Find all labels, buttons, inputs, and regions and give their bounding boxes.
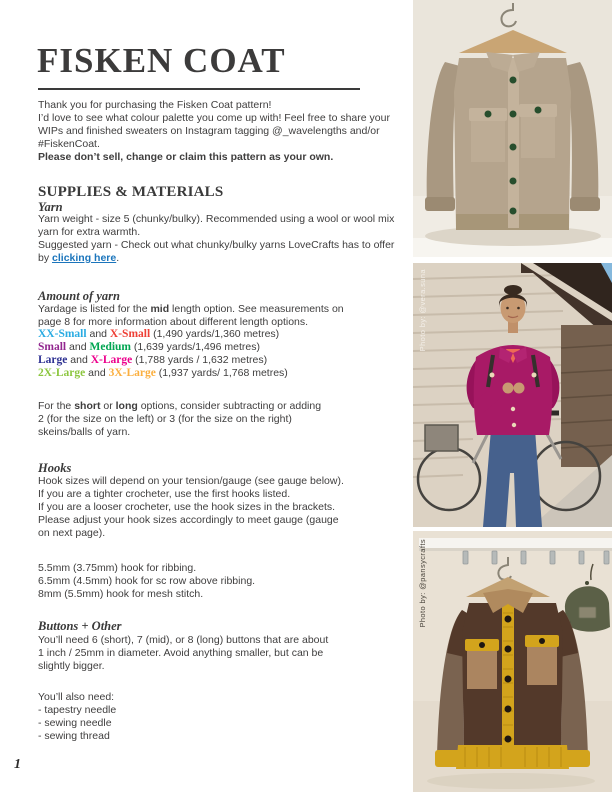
link-prefix: by [38,252,53,264]
buttons-paragraph [38,634,403,673]
clicking-here-link[interactable]: clicking here [52,252,117,264]
photo-brown-cardigan [413,531,612,792]
hook-sizes-list [38,562,403,601]
and-text: and [86,328,110,340]
buttons-line: slightly bigger. [38,660,105,672]
length-note-line: 2 (for the size on the left) or 3 (for the size on the right) [38,413,292,425]
also-need-heading: You’ll also need: [38,691,115,703]
hook-size-item: 8mm (5.5mm) hook for mesh stitch. [38,588,204,600]
yardage-table [38,328,403,380]
page-title: FISKEN COAT [37,41,286,80]
page-number: 1 [14,757,21,772]
yardage-value: (1,639 yards/1,496 metres) [131,341,260,353]
photo-tan-cardigan [413,0,612,257]
photo-credit: Photo by: @vera.suna [418,269,427,352]
intro-line: WIPs and finished sweaters on Instagram tagging @_wavelengths and/or [38,125,380,137]
long-bold: long [115,400,138,412]
hooks-line: Hook sizes will depend on your tension/gauge (see gauge below). [38,475,344,487]
yardage-row [38,354,403,367]
yardage-value: (1,937 yards/ 1,768 metres) [155,367,288,379]
yarn-line: Suggested yarn - Check out what chunky/bulky yarns LoveCrafts has to offer [38,239,395,251]
hooks-line: on next page). [38,527,106,539]
buttons-other-heading: Buttons + Other [38,619,122,633]
size-label: Small [38,341,67,353]
size-label: 2X-Large [38,367,86,379]
intro-paragraph [38,99,403,164]
yardage-row [38,328,403,341]
photo-brown-cardigan-illustration [413,531,612,792]
yardage-value: (1,788 yards / 1,632 metres) [132,354,268,366]
hooks-line: Please adjust your hook sizes accordingly to meet gauge (gauge [38,514,339,526]
photo-credit: Photo by: @pansycrafts [418,539,427,628]
intro-line: #FiskenCoat. [38,138,100,150]
size-label: X-Small [109,328,151,340]
also-need-item: - sewing thread [38,730,110,742]
text-segment: Yardage is listed for the [38,303,151,315]
also-need-item: - tapestry needle [38,704,117,716]
text-segment: length option. See measurements on [169,303,344,315]
size-label: Large [38,354,68,366]
and-text: and [85,367,109,379]
size-label: 3X-Large [108,367,156,379]
buttons-line: You’ll need 6 (short), 7 (mid), or 8 (long) buttons that are about [38,634,329,646]
size-label: XX-Small [38,328,87,340]
mid-bold: mid [150,303,170,315]
yardage-row [38,341,403,354]
yarn-link-line [38,252,403,265]
also-need-list [38,691,403,743]
and-text: and [66,341,90,353]
yarn-line: Yarn weight - size 5 (chunky/bulky). Recommended using a wool or wool mix [38,213,395,225]
text-segment: or [100,400,116,412]
title-underline [38,88,360,90]
intro-warning-line: Please don’t sell, change or claim this pattern as your own. [38,151,334,163]
yarn-heading: Yarn [38,200,63,214]
hooks-line: If you are a tighter crocheter, use the first hooks listed. [38,488,291,500]
buttons-line: 1 inch / 25mm in diameter. Avoid anything smaller, but can be [38,647,324,659]
yardage-intro-line: page 8 for more information about different length options. [38,316,309,328]
intro-line: I’d love to see what colour palette you come up with! Feel free to share your [38,112,390,124]
supplies-heading: SUPPLIES & MATERIALS [38,184,224,200]
and-text: and [67,354,91,366]
short-bold: short [74,400,101,412]
cardigan [435,589,590,769]
yardage-intro-line [38,303,403,316]
photo-magenta-cardigan-model [413,263,612,527]
hooks-line: If you are a looser crocheter, use the hook sizes in the brackets. [38,501,336,513]
hooks-paragraph [38,475,403,540]
hook-size-item: 6.5mm (4.5mm) hook for sc row above ribbing. [38,575,256,587]
photo-magenta-cardigan-illustration [413,263,612,527]
yardage-value: (1,490 yards/1,360 metres) [150,328,280,340]
link-suffix: . [116,252,120,264]
size-label: Medium [89,341,132,353]
yardage-row [38,367,403,380]
hook-size-item: 5.5mm (3.75mm) hook for ribbing. [38,562,197,574]
text-segment: For the [38,400,75,412]
intro-line: Thank you for purchasing the Fisken Coat pattern! [38,99,272,111]
hooks-heading: Hooks [38,461,72,475]
yardage-intro [38,303,403,329]
yarn-line: yarn for extra warmth. [38,226,141,238]
length-note-line [38,400,403,413]
length-note-line: skeins/balls of yarn. [38,426,131,438]
size-label: X-Large [90,354,133,366]
cardigan [425,52,600,230]
yarn-paragraph [38,213,403,265]
photo-tan-cardigan-illustration [413,0,612,257]
text-segment: options, consider subtracting or adding [137,400,322,412]
also-need-item: - sewing needle [38,717,112,729]
amount-of-yarn-heading: Amount of yarn [38,289,120,303]
length-note [38,400,403,439]
